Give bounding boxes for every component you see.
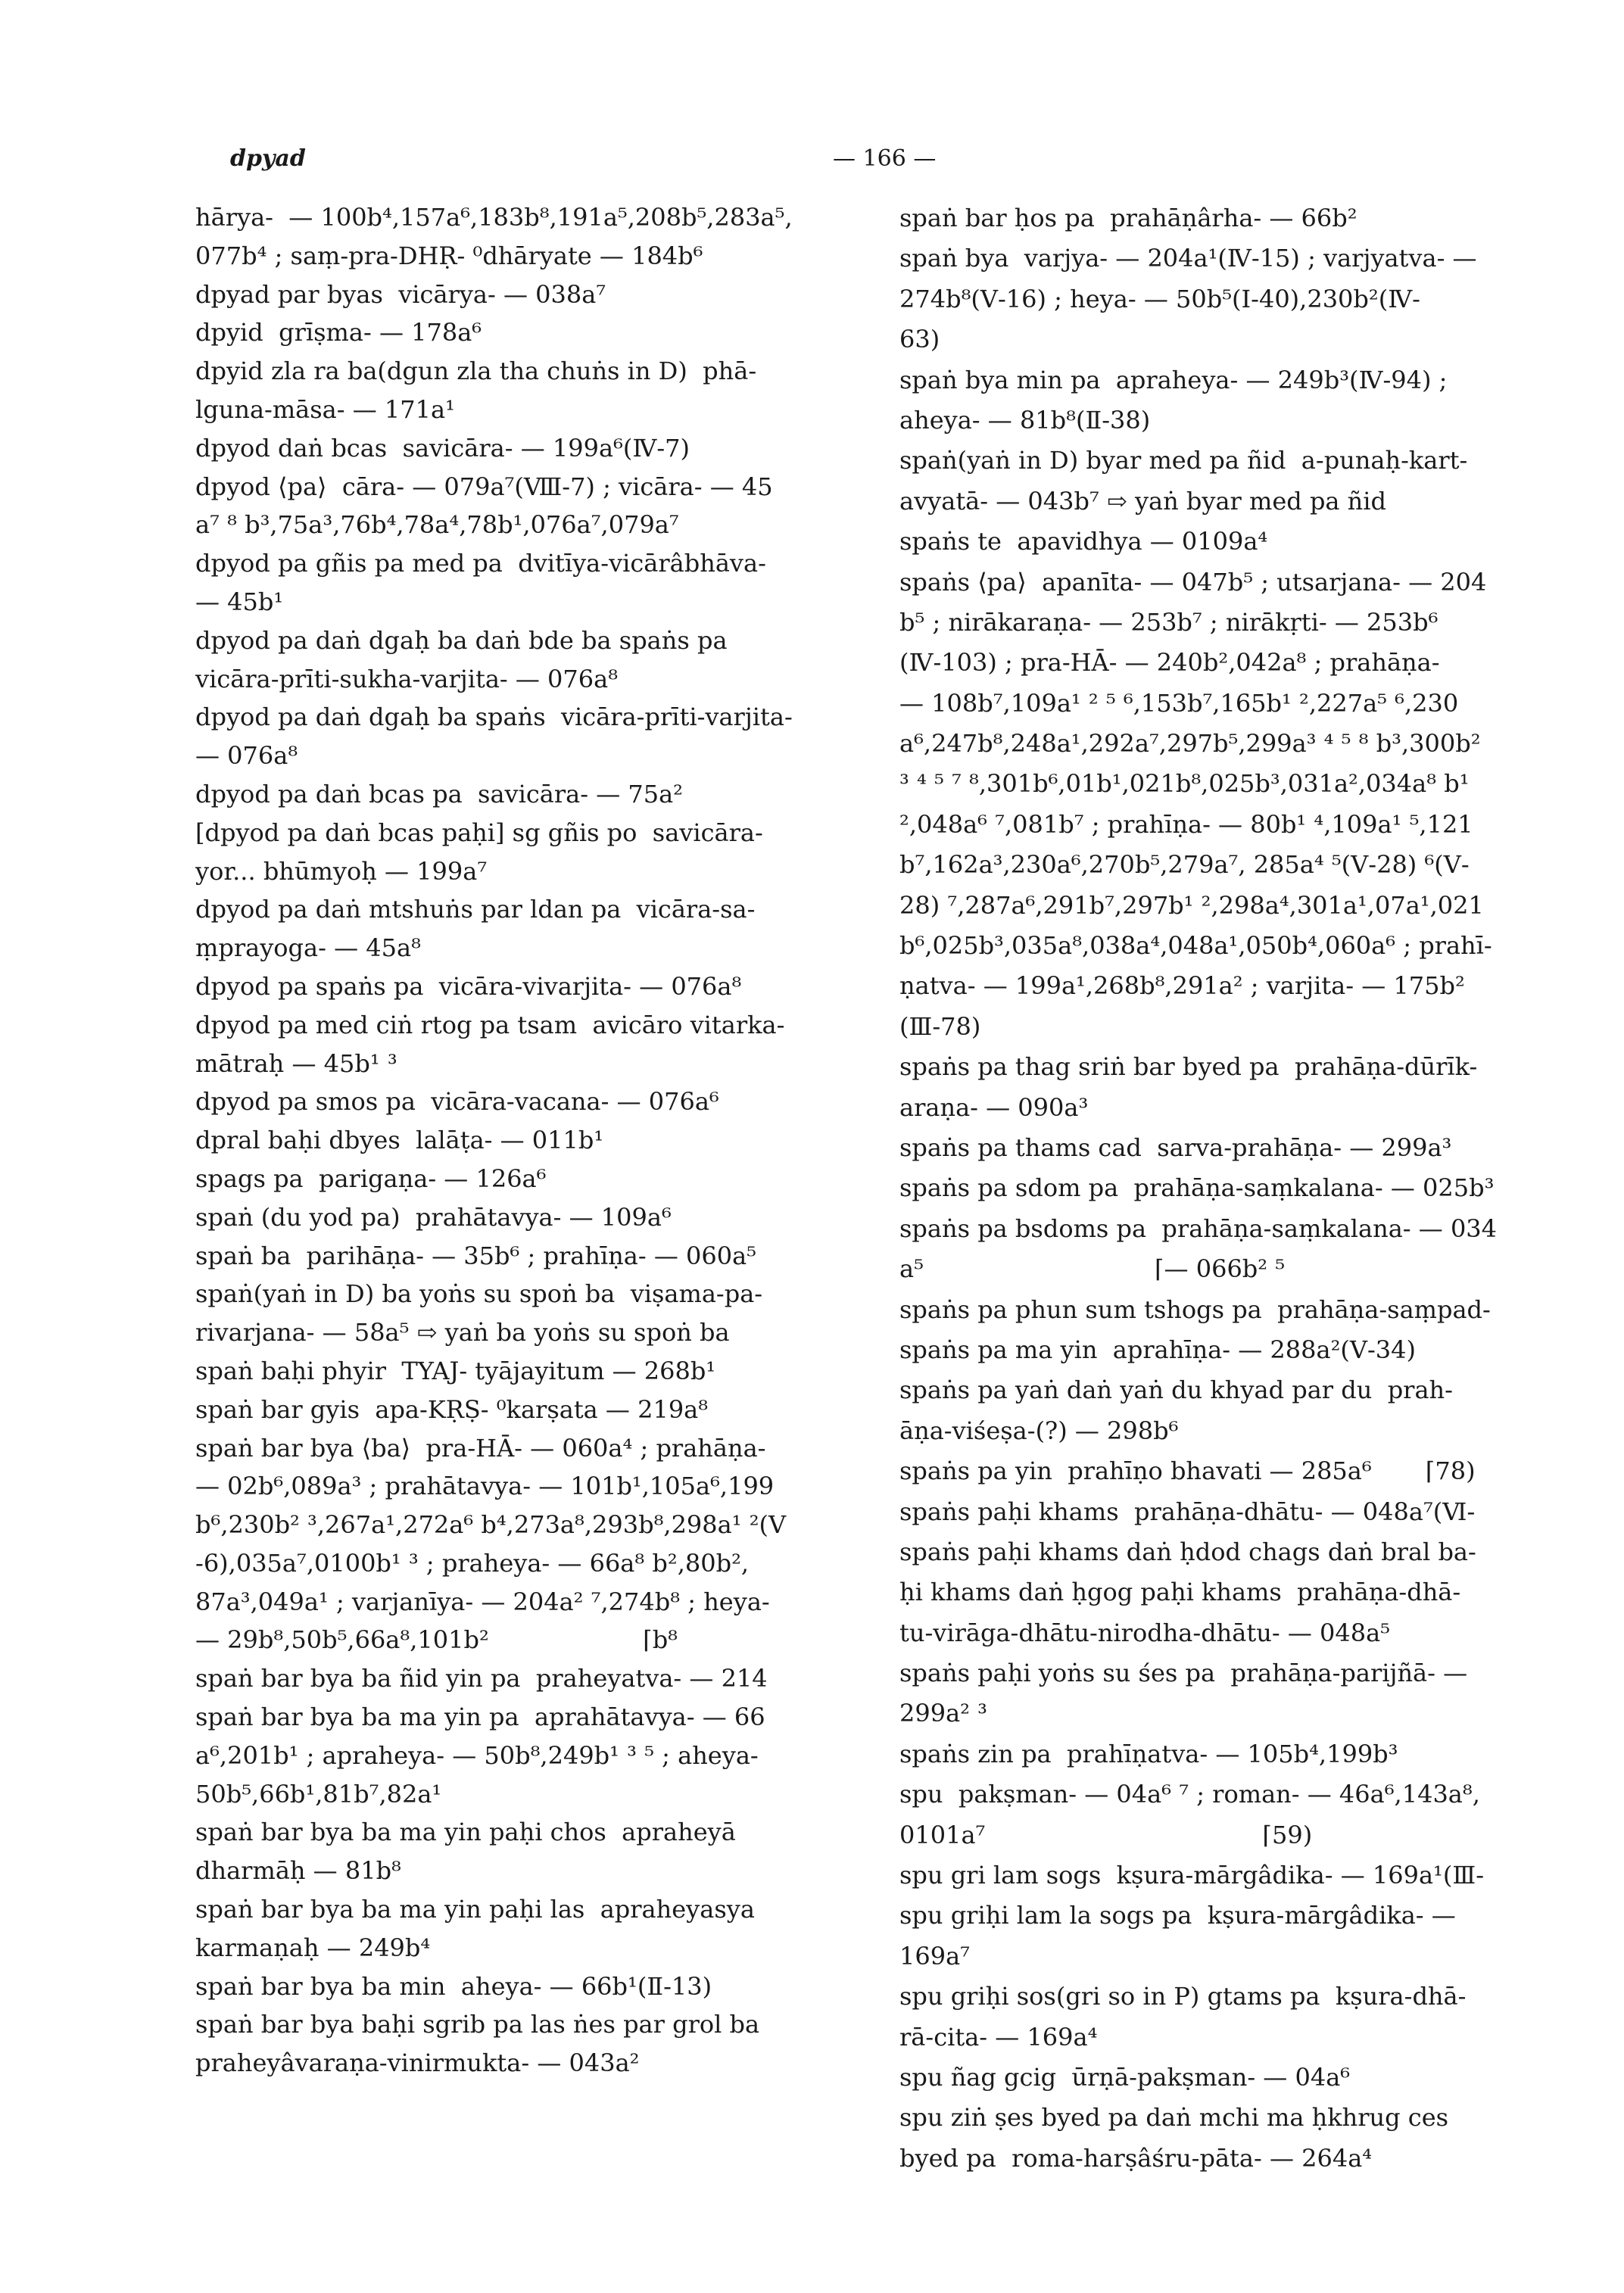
dictionary-line: spaṅs paḥi khams daṅ ḥdod chags daṅ bral ba-	[899, 1537, 1476, 1566]
dictionary-line: dpyod pa daṅ mtshuṅs par ldan pa vicāra-sa-	[195, 895, 756, 924]
dictionary-line: -6),035a⁷,0100b¹ ³ ; praheya- — 66a⁸ b²,80b²,	[195, 1548, 750, 1578]
dictionary-line: [dpyod pa daṅ bcas paḥi] sg gñis po savicāra-	[195, 818, 763, 847]
dictionary-line: ²,048a⁶ ⁷,081b⁷ ; prahīṇa- — 80b¹ ⁴,109a¹ ⁵,121	[899, 809, 1473, 839]
dictionary-line: karmaṇaḥ — 249b⁴	[195, 1933, 431, 1962]
dictionary-line: praheyâvaraṇa-vinirmukta- — 043a²	[195, 2048, 640, 2078]
dictionary-line: āṇa-viśeṣa-(?) — 298b⁶	[899, 1416, 1179, 1445]
dictionary-line: a⁶,201b¹ ; apraheya- — 50b⁸,249b¹ ³ ⁵ ; aheya-	[195, 1740, 759, 1770]
dictionary-line: spaṅ bar bya baḥi sgrib pa las ṅes par grol ba	[195, 2010, 760, 2039]
dictionary-line: ³ ⁴ ⁵ ⁷ ⁸,301b⁶,01b¹,021b⁸,025b³,031a²,034a⁸ b¹	[899, 769, 1470, 799]
dictionary-line: dpyod pa daṅ dgaḥ ba spaṅs vicāra-prīti-varjita-	[195, 703, 793, 732]
dictionary-line: dpyod pa daṅ bcas pa savicāra- — 75a²	[195, 779, 683, 808]
dictionary-line: b⁵ ; nirākaraṇa- — 253b⁷ ; nirākṛti- — 253b⁶	[899, 607, 1439, 637]
dictionary-line: ṃprayoga- — 45a⁸	[195, 933, 421, 963]
dictionary-line: — 29b⁸,50b⁵,66a⁸,101b² ⌈b⁸	[195, 1625, 678, 1655]
dictionary-line: spaṅs zin pa prahīṇatva- — 105b⁴,199b³	[899, 1739, 1398, 1768]
dictionary-line: avyatā- — 043b⁷ ⇨ yaṅ byar med pa ñid	[899, 486, 1386, 516]
dictionary-line: spaṅs pa thams cad sarva-prahāṇa- — 299a³	[899, 1132, 1452, 1162]
dictionary-line: — 02b⁶,089a³ ; prahātavya- — 101b¹,105a⁶,199	[195, 1472, 775, 1501]
dictionary-line: ḥi khams daṅ ḥgog paḥi khams prahāṇa-dhā-	[899, 1578, 1461, 1607]
dictionary-line: tu-virāga-dhātu-nirodha-dhātu- — 048a⁵	[899, 1618, 1390, 1647]
dictionary-line: spu pakṣman- — 04a⁶ ⁷ ; roman- — 46a⁶,143a⁸,	[899, 1780, 1480, 1809]
dictionary-line: (Ⅲ-78)	[899, 1011, 981, 1041]
dictionary-line: spaṅ ba parihāṇa- — 35b⁶ ; prahīṇa- — 060a⁵	[195, 1241, 756, 1270]
page-number: — 166 —	[833, 145, 937, 172]
dictionary-line: a⁵ ⌈— 066b² ⁵	[899, 1254, 1286, 1284]
dictionary-line: spu gri lam sogs kṣura-mārgâdika- — 169a¹(Ⅲ-	[899, 1861, 1485, 1890]
dictionary-line: 63)	[899, 325, 940, 354]
dictionary-line: spaṅ baḥi phyir TYAJ- tyājayitum — 268b¹	[195, 1356, 716, 1385]
dictionary-line: spu ziṅ ṣes byed pa daṅ mchi ma ḥkhrug ces	[899, 2103, 1449, 2133]
dictionary-line: spaṅ bar bya ⟨ba⟩ pra-HĀ- — 060a⁴ ; prahāṇa-	[195, 1433, 766, 1463]
dictionary-line: rā-cita- — 169a⁴	[899, 2022, 1098, 2052]
dictionary-line: dpyod pa med ciṅ rtog pa tsam avicāro vitarka-	[195, 1010, 785, 1039]
dictionary-line: dpyad par byas vicārya- — 038a⁷	[195, 279, 606, 309]
dictionary-line: spaṅs ⟨pa⟩ apanīta- — 047b⁵ ; utsarjana- — 204	[899, 567, 1487, 597]
dictionary-line: spaṅ (du yod pa) prahātavya- — 109a⁶	[195, 1202, 672, 1232]
dictionary-line: 28) ⁷,287a⁶,291b⁷,297b¹ ²,298a⁴,301a¹,07a¹,021	[899, 890, 1484, 920]
dictionary-line: — 45b¹	[195, 587, 284, 616]
dictionary-line: spaṅs pa yaṅ daṅ yaṅ du khyad par du prah-	[899, 1375, 1453, 1405]
dictionary-line: aheya- — 81b⁸(Ⅱ-38)	[899, 405, 1151, 435]
dictionary-line: rivarjana- — 58a⁵ ⇨ yaṅ ba yoṅs su spoṅ ba	[195, 1318, 730, 1347]
dictionary-line: b⁶,230b² ³,267a¹,272a⁶ b⁴,273a⁸,293b⁸,298a¹ ²(Ⅴ	[195, 1510, 787, 1540]
dictionary-line: spaṅs pa phun sum tshogs pa prahāṇa-saṃpad-	[899, 1294, 1491, 1324]
dictionary-line: byed pa roma-harṣâśru-pāta- — 264a⁴	[899, 2143, 1373, 2173]
dictionary-line: 50b⁵,66b¹,81b⁷,82a¹	[195, 1779, 442, 1809]
dictionary-line: araṇa- — 090a³	[899, 1092, 1089, 1122]
dictionary-line: dpyod pa spaṅs pa vicāra-vivarjita- — 076a⁸	[195, 971, 742, 1001]
dictionary-line: spaṅs pa bsdoms pa prahāṇa-saṃkalana- — 034	[899, 1213, 1498, 1243]
dictionary-line: spaṅ bar bya ba min aheya- — 66b¹(Ⅱ-13)	[195, 1971, 712, 2001]
dictionary-line: spaṅ bar bya ba ma yin pa aprahātavya- — 66	[195, 1703, 765, 1732]
dictionary-line: 169a⁷	[899, 1941, 970, 1971]
dictionary-line: 0101a⁷ ⌈59)	[899, 1820, 1313, 1849]
dictionary-line: spags pa parigaṇa- — 126a⁶	[195, 1164, 547, 1193]
dictionary-line: dpyod ⟨pa⟩ cāra- — 079a⁷(Ⅷ-7) ; vicāra- — 45	[195, 472, 773, 501]
dictionary-line: dpyod pa daṅ dgaḥ ba daṅ bde ba spaṅs pa	[195, 625, 728, 655]
dictionary-line: spaṅ(yaṅ in D) byar med pa ñid a-punaḥ-kart-	[899, 446, 1468, 475]
dictionary-line: spaṅ(yaṅ in D) ba yoṅs su spoṅ ba viṣama-pa-	[195, 1279, 763, 1309]
dictionary-line: 077b⁴ ; saṃ-pra-DHṚ- ⁰dhāryate — 184b⁶	[195, 241, 703, 270]
dictionary-line: dpral baḥi dbyes lalāṭa- — 011b¹	[195, 1126, 604, 1155]
dictionary-line: spaṅ bar bya ba ñid yin pa praheyatva- — 214	[195, 1664, 768, 1693]
dictionary-line: spaṅs pa ma yin aprahīṇa- — 288a²(Ⅴ-34)	[899, 1335, 1416, 1364]
dictionary-line: yor... bhūmyoḥ — 199a⁷	[195, 856, 488, 886]
dictionary-line: dpyod pa smos pa vicāra-vacana- — 076a⁶	[195, 1087, 719, 1117]
dictionary-line: lguna-māsa- — 171a¹	[195, 394, 455, 424]
dictionary-line: vicāra-prīti-sukha-varjita- — 076a⁸	[195, 664, 619, 693]
dictionary-line: — 108b⁷,109a¹ ² ⁵ ⁶,153b⁷,165b¹ ²,227a⁵ ⁶,230	[899, 688, 1459, 718]
dictionary-line: spaṅ bar bya ba ma yin paḥi chos apraheyā	[195, 1818, 736, 1847]
dictionary-line: dpyid zla ra ba(dgun zla tha chuṅs in D) phā-	[195, 357, 757, 386]
dictionary-line: spaṅs te apavidhya — 0109a⁴	[899, 527, 1268, 556]
dictionary-line: spaṅ bar gyis apa-KṚṢ- ⁰karṣata — 219a⁸	[195, 1394, 709, 1424]
dictionary-line: ṇatva- — 199a¹,268b⁸,291a² ; varjita- — 175b²	[899, 971, 1465, 1001]
dictionary-line: spaṅ bar ḥos pa prahāṇârha- — 66b²	[899, 204, 1357, 232]
dictionary-line: b⁶,025b³,035a⁸,038a⁴,048a¹,050b⁴,060a⁶ ; prahī-	[899, 931, 1492, 961]
dictionary-line: 299a² ³	[899, 1699, 987, 1728]
dictionary-line: 87a³,049a¹ ; varjanīya- — 204a² ⁷,274b⁸ ; heya-	[195, 1587, 770, 1616]
dictionary-line: (Ⅳ-103) ; pra-HĀ- — 240b²,042a⁸ ; prahāṇa-	[899, 648, 1440, 678]
dictionary-line: b⁷,162a³,230a⁶,270b⁵,279a⁷, 285a⁴ ⁵(Ⅴ-28) ⁶(Ⅴ-	[899, 850, 1470, 880]
dictionary-line: a⁶,247b⁸,248a¹,292a⁷,297b⁵,299a³ ⁴ ⁵ ⁸ b³,300b²	[899, 729, 1481, 759]
dictionary-line: dpyid grīṣma- — 178a⁶	[195, 318, 482, 347]
dictionary-line: spaṅs pa yin prahīṇo bhavati — 285a⁶ ⌈78)	[899, 1456, 1476, 1486]
dictionary-line: spaṅs paḥi khams prahāṇa-dhātu- — 048a⁷(Ⅵ-	[899, 1497, 1476, 1526]
dictionary-line: spaṅs paḥi yoṅs su śes pa prahāṇa-parijñā- —	[899, 1659, 1468, 1688]
dictionary-line: spaṅs pa sdom pa prahāṇa-saṃkalana- — 025b³	[899, 1173, 1495, 1203]
running-head-word: dpyad	[230, 145, 306, 172]
dictionary-line: spu griḥi lam la sogs pa kṣura-mārgâdika- —	[899, 1901, 1456, 1930]
dictionary-line: — 076a⁸	[195, 741, 298, 771]
dictionary-line: a⁷ ⁸ b³,75a³,76b⁴,78a⁴,78b¹,076a⁷,079a⁷	[195, 510, 679, 540]
dictionary-line: spaṅ bya min pa apraheya- — 249b³(Ⅳ-94) ;	[899, 365, 1448, 394]
dictionary-line: spaṅ bya varjya- — 204a¹(Ⅳ-15) ; varjyatva- —	[899, 244, 1477, 273]
left-column	[195, 198, 839, 2083]
dictionary-line: dpyod pa gñis pa med pa dvitīya-vicārâbhāva-	[195, 549, 766, 578]
dictionary-line: spu ñag gcig ūrṇā-pakṣman- — 04a⁶	[899, 2062, 1351, 2092]
dictionary-line: 274b⁸(Ⅴ-16) ; heya- — 50b⁵(Ⅰ-40),230b²(Ⅳ-	[899, 284, 1420, 313]
dictionary-line: spu griḥi sos(gri so in P) gtams pa kṣura-dhā-	[899, 1982, 1467, 2011]
dictionary-line: spaṅ bar bya ba ma yin paḥi las apraheyasya	[195, 1895, 755, 1924]
right-column	[899, 198, 1543, 2179]
dictionary-line: hārya- — 100b⁴,157a⁶,183b⁸,191a⁵,208b⁵,283a⁵,	[195, 203, 793, 232]
dictionary-line: mātraḥ — 45b¹ ³	[195, 1048, 397, 1078]
dictionary-line: dpyod daṅ bcas savicāra- — 199a⁶(Ⅳ-7)	[195, 433, 690, 463]
dictionary-line: dharmāḥ — 81b⁸	[195, 1856, 401, 1886]
dictionary-line: spaṅs pa thag sriṅ bar byed pa prahāṇa-dūrīk-	[899, 1052, 1478, 1082]
